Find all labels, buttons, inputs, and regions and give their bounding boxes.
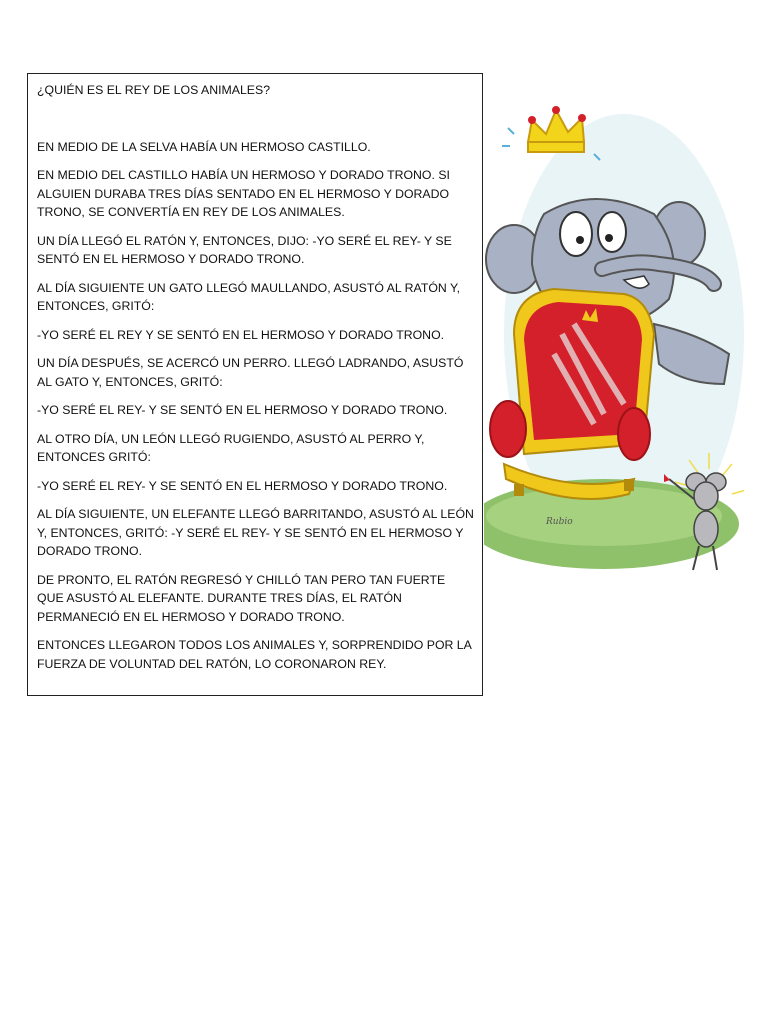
story-paragraph: -YO SERÉ EL REY- Y SE SENTÓ EN EL HERMOSO Y DORADO TRONO.: [37, 403, 448, 417]
story-title: ¿QUIÉN ES EL REY DE LOS ANIMALES?: [37, 83, 271, 97]
story-paragraph: EN MEDIO DE LA SELVA HABÍA UN HERMOSO CASTILLO.: [37, 139, 371, 154]
story-paragraph: ENTONCES LLEGARON TODOS LOS ANIMALES Y, SORPRENDIDO POR LA FUERZA DE VOLUNTAD DEL RATÓN, LO CORONARON REY.: [37, 638, 472, 671]
story-paragraph: AL OTRO DÍA, UN LEÓN LLEGÓ RUGIENDO, ASUSTÓ AL PERRO Y, ENTONCES GRITÓ:: [37, 431, 425, 464]
story-box: [27, 73, 483, 696]
story-paragraph: -YO SERÉ EL REY- Y SE SENTÓ EN EL HERMOSO Y DORADO TRONO.: [37, 478, 448, 493]
signature-text: Rubio: [546, 517, 573, 527]
elephant-throne-illustration: [484, 84, 744, 584]
story-paragraph: AL DÍA SIGUIENTE UN GATO LLEGÓ MAULLANDO, ASUSTÓ AL RATÓN Y, ENTONCES, GRITÓ:: [37, 280, 460, 313]
story-paragraph: UN DÍA LLEGÓ EL RATÓN Y, ENTONCES, DIJO: -YO SERÉ EL REY- Y SE SENTÓ EN EL HERMOSO Y DORADO TRONO.: [37, 233, 452, 266]
story-paragraph: EN MEDIO DEL CASTILLO HABÍA UN HERMOSO Y DORADO TRONO. SI ALGUIEN DURABA TRES DÍAS SENTADO EN EL HERMOSO Y DORADO TRONO, SE CONVERTÍA EN REY DE LOS ANIMALES.: [37, 168, 450, 219]
story-paragraph: -YO SERÉ EL REY Y SE SENTÓ EN EL HERMOSO Y DORADO TRONO.: [37, 327, 445, 342]
story-paragraph: DE PRONTO, EL RATÓN REGRESÓ Y CHILLÓ TAN PERO TAN FUERTE QUE ASUSTÓ AL ELEFANTE. DURANTE TRES DÍAS, EL RATÓN PERMANECIÓ EN EL HERMOSO Y DORADO TRONO.: [37, 572, 446, 624]
story-paragraph: AL DÍA SIGUIENTE, UN ELEFANTE LLEGÓ BARRITANDO, ASUSTÓ AL LEÓN Y, ENTONCES, GRITÓ: -Y SERÉ EL REY- Y SE SENTÓ EN EL HERMOSO Y DORADO TRONO.: [37, 507, 474, 558]
story-paragraph: UN DÍA DESPUÉS, SE ACERCÓ UN PERRO. LLEGÓ LADRANDO, ASUSTÓ AL GATO Y, ENTONCES, GRITÓ:: [37, 356, 464, 389]
